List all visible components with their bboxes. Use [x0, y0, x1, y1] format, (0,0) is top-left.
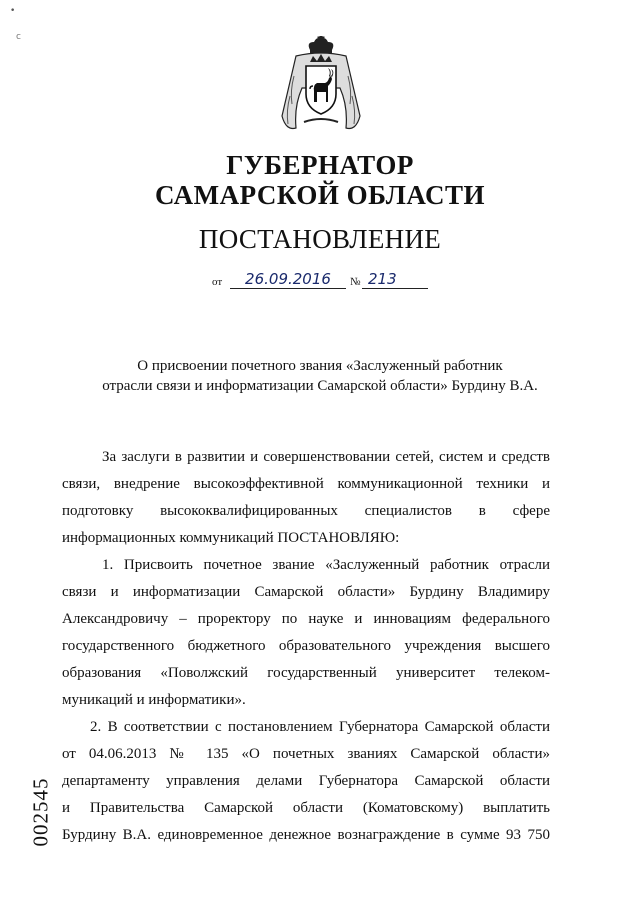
document-body [62, 444, 550, 849]
document-date: 26.09.2016 [230, 270, 346, 289]
body-line: 2. В соответствии с постановлением Губернатора Самарской области [90, 719, 550, 735]
date-prefix: от [212, 276, 223, 288]
body-line: государственного бюджетного образовательного учреждения высшего [62, 638, 550, 654]
body-line: информационных коммуникаций ПОСТАНОВЛЯЮ: [62, 530, 400, 546]
body-line: За заслуги в развитии и совершенствовании сетей, систем и средств [102, 449, 550, 465]
body-line: Александровичу – проректору по науке и инновациям федерального [62, 611, 550, 627]
scan-mark-2: ⅽ [16, 32, 21, 42]
issuer-title: ГУБЕРНАТОР [226, 150, 414, 180]
registration-number [30, 762, 52, 862]
body-line: и Правительства Самарской области (Коматовскому) выплатить [62, 800, 550, 816]
coat-of-arms-icon [276, 36, 366, 136]
body-line: подготовку высококвалифицированных специалистов в сфере [62, 503, 550, 519]
body-line: связи, внедрение высокоэффективной коммуникационной техники и [62, 476, 550, 492]
subject-line: О присвоении почетного звания «Заслуженный работник [137, 358, 503, 374]
body-line: от 04.06.2013 № 135 «О почетных званиях Самарской области» [62, 746, 550, 762]
document-type: ПОСТАНОВЛЕНИЕ [198, 224, 442, 254]
body-line: 1. Присвоить почетное звание «Заслуженный работник отрасли [102, 557, 550, 573]
body-line: Бурдину В.А. единовременное денежное вознаграждение в сумме 93 750 [62, 827, 550, 843]
document-number: 213 [362, 270, 428, 289]
body-line: муникаций и информатики». [62, 692, 246, 708]
document-subject [40, 356, 600, 396]
body-line: департаменту управления делами Губернатора Самарской области [62, 773, 550, 789]
subject-line: отрасли связи и информатизации Самарской области» Бурдину В.А. [102, 378, 538, 394]
number-label: № [350, 276, 361, 288]
issuer-region: САМАРСКОЙ ОБЛАСТИ [154, 180, 486, 210]
scan-mark: • [10, 6, 16, 16]
date-and-number-line [212, 268, 432, 292]
body-line: образования «Поволжский государственный университет телеком- [62, 665, 550, 681]
registration-number-text: 002545 [28, 777, 53, 847]
body-line: связи и информатизации Самарской области» Бурдину Владимиру [62, 584, 550, 600]
